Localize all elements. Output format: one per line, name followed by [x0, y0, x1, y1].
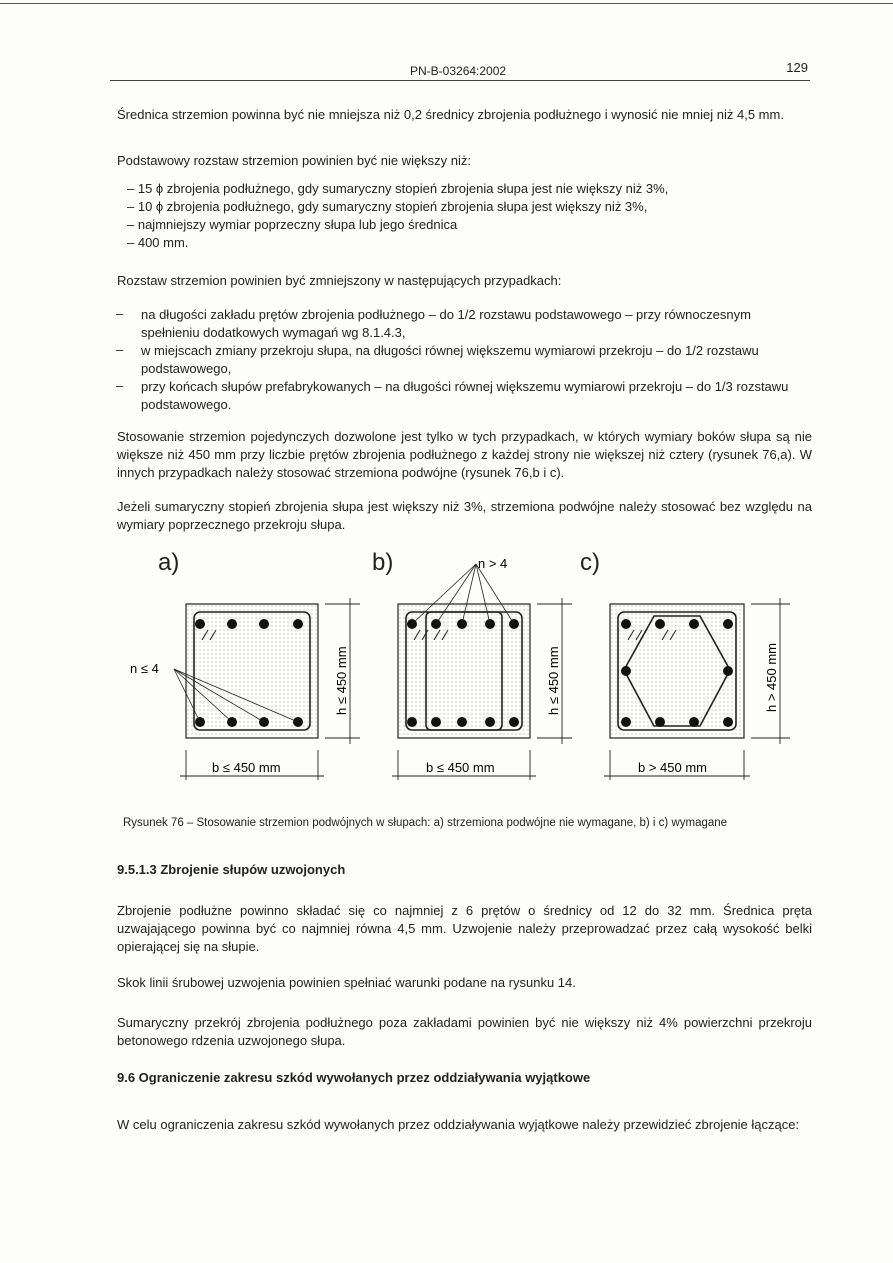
dim-a-height: h ≤ 450 mm	[334, 646, 349, 715]
scan-top-edge	[0, 3, 893, 4]
figure-label-b: b)	[372, 549, 394, 576]
paragraph-reduced-spacing: Rozstaw strzemion powinien być zmniejszony w następujących przypadkach:	[117, 273, 562, 288]
paragraph-tie-reinforcement: W celu ograniczenia zakresu szkód wywołanych przez oddziaływania wyjątkowe należy przewidzieć zbrojenie łączące:	[117, 1117, 800, 1132]
page-number: 129	[786, 60, 808, 75]
page-header	[110, 60, 810, 84]
list-item: – 400 mm.	[127, 235, 189, 250]
section-c	[604, 598, 790, 780]
label-n-b: n > 4	[478, 556, 508, 571]
paragraph-spiral-pitch: Skok linii śrubowej uzwojenia powinien spełniać warunki podane na rysunku 14.	[117, 975, 576, 990]
dim-c-height: h > 450 mm	[764, 642, 779, 712]
dim-b-height: h ≤ 450 mm	[546, 646, 561, 715]
list-item: na długości zakładu prętów zbrojenia podłużnego – do 1/2 rozstawu podstawowego – przy równoczesnym spełnieniu dodatkowych wymagań wg 8.1.4.3,	[141, 307, 751, 340]
figure-label-a: a)	[158, 549, 180, 576]
section-heading-9-6: 9.6 Ograniczenie zakresu szkód wywołanych przez oddziaływania wyjątkowe	[117, 1070, 591, 1085]
paragraph-basic-spacing: Podstawowy rozstaw strzemion powinien być nie większy niż:	[117, 153, 472, 168]
figure-76	[110, 540, 810, 800]
header-rule	[110, 80, 810, 81]
label-n-a: n ≤ 4	[130, 661, 159, 676]
dim-c-width: b > 450 mm	[638, 760, 708, 775]
section-b	[392, 556, 572, 780]
list-item: – 15 ϕ zbrojenia podłużnego, gdy sumaryczny stopień zbrojenia słupa jest nie większy niż 3%,	[127, 181, 669, 196]
paragraph-stirrup-diameter: Średnica strzemion powinna być nie mniejsza niż 0,2 średnicy zbrojenia podłużnego i wynosić nie mniej niż 4,5 mm.	[117, 107, 784, 122]
list-item: przy końcach słupów prefabrykowanych – na długości równej większemu wymiarowi przekroju – do 1/3 rozstawu podstawowego.	[141, 379, 789, 412]
paragraph-single-stirrups: Stosowanie strzemion pojedynczych dozwolone jest tylko w tych przypadkach, w których wymiary boków słupa są nie większe niż 450 mm przy liczbie prętów zbrojenia podłużnego z każdej strony nie większej niż cztery (rysunek 76,a). W innych przypadkach należy stosować strzemiona podwójne (rysunek 76,b i c).	[117, 429, 812, 480]
list-marker: –	[116, 378, 124, 393]
standard-code: PN-B-03264:2002	[410, 64, 507, 78]
section-heading-9-5-1-3: 9.5.1.3 Zbrojenie słupów uzwojonych	[117, 862, 346, 877]
dim-b-width: b ≤ 450 mm	[426, 760, 495, 775]
dim-a-width: b ≤ 450 mm	[212, 760, 281, 775]
paragraph-double-stirrups: Jeżeli sumaryczny stopień zbrojenia słupa jest większy niż 3%, strzemiona podwójne należy stosować bez względu na wymiary poprzecznego przekroju słupa.	[117, 499, 812, 532]
paragraph-spiral-longitudinal: Zbrojenie podłużne powinno składać się co najmniej z 6 prętów o średnicy od 12 do 32 mm. Średnica pręta uzwajającego powinna być co najmniej równa 4,5 mm. Uzwojenie należy przeprowadzać przez całą wysokość belki opierającej się na słupie.	[117, 903, 812, 954]
list-item: – 10 ϕ zbrojenia podłużnego, gdy sumaryczny stopień zbrojenia słupa jest większy niż 3%,	[127, 199, 648, 214]
list-marker: –	[116, 342, 124, 357]
figure-76-drawing	[110, 540, 810, 800]
paragraph-spiral-area: Sumaryczny przekrój zbrojenia podłużnego poza zakładami powinien być nie większy niż 4% powierzchni przekroju betonowego rdzenia uzwojonego słupa.	[117, 1015, 812, 1048]
figure-label-c: c)	[580, 549, 600, 576]
list-item: w miejscach zmiany przekroju słupa, na długości równej większemu wymiarowi przekroju – do 1/2 rozstawu podstawowego,	[141, 343, 759, 376]
list-marker: –	[116, 306, 124, 321]
figure-caption: Rysunek 76 – Stosowanie strzemion podwójnych w słupach: a) strzemiona podwójne nie wymagane, b) i c) wymagane	[123, 817, 728, 829]
section-a	[130, 598, 360, 780]
list-item: – najmniejszy wymiar poprzeczny słupa lub jego średnica	[127, 217, 458, 232]
